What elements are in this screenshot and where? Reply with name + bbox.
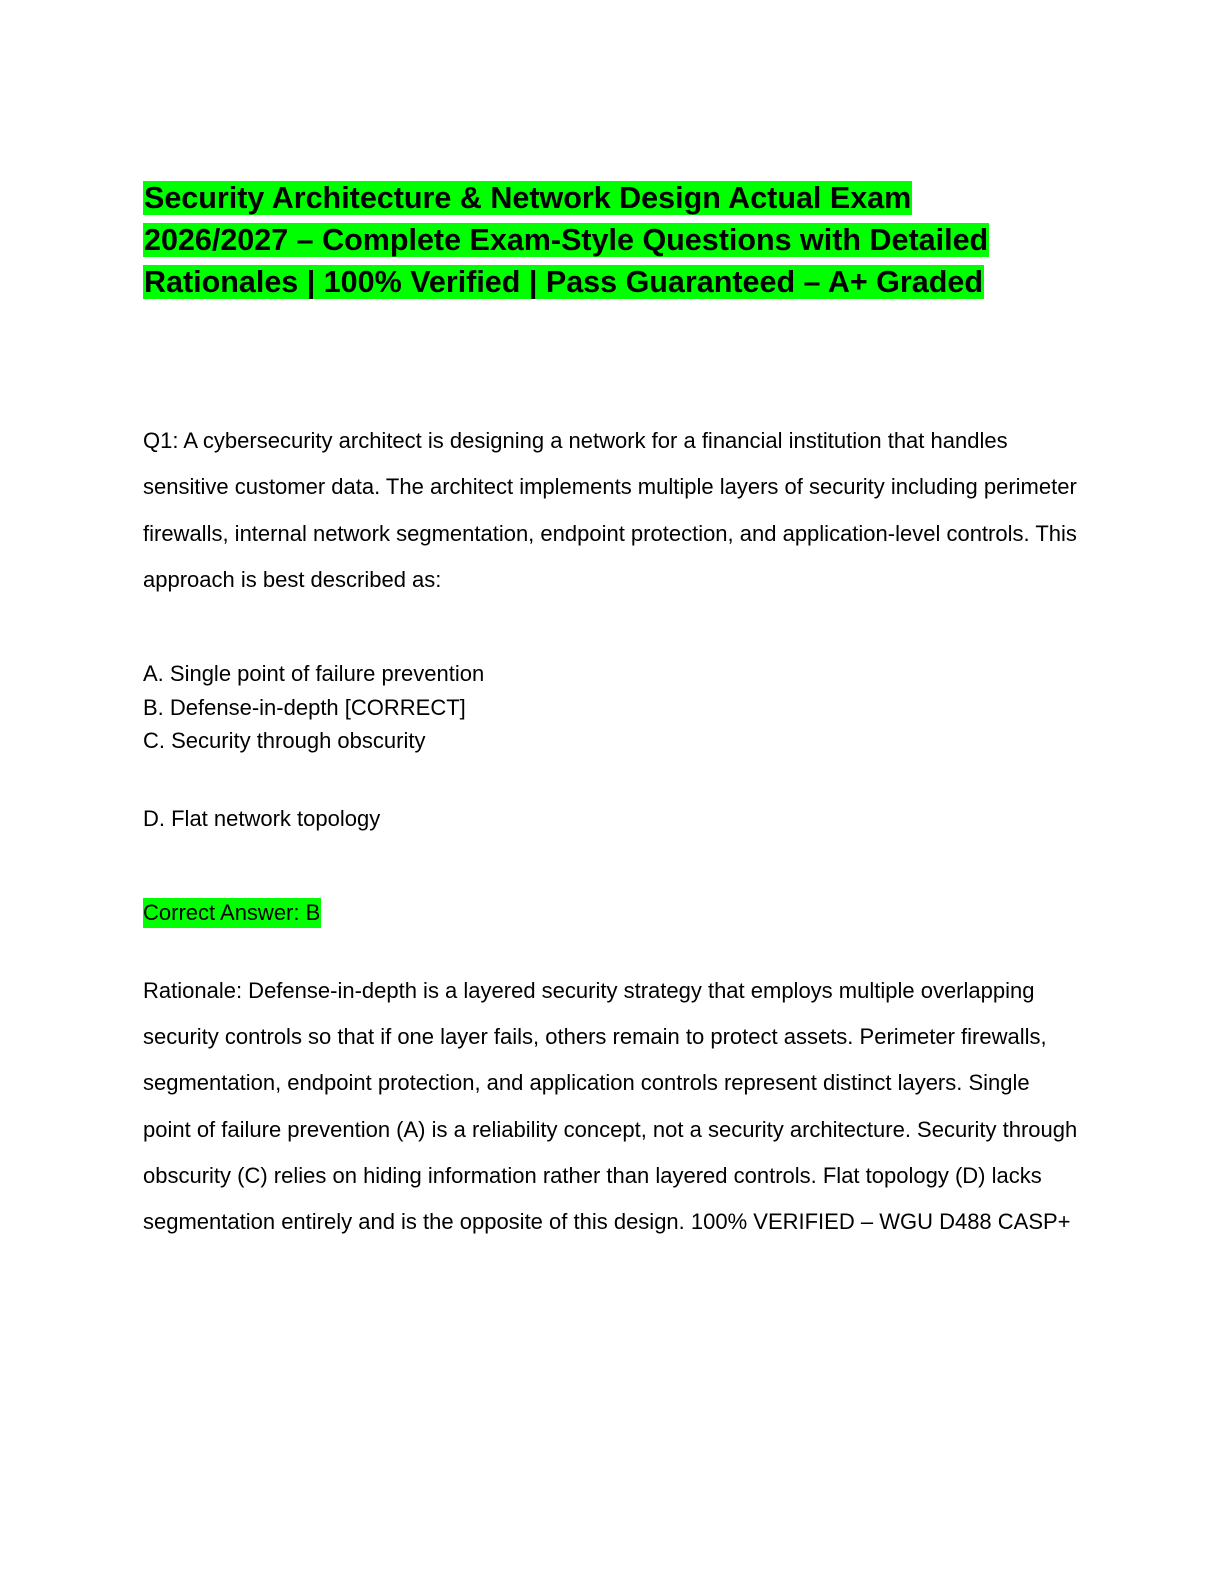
document-title bbox=[143, 177, 1043, 303]
rationale-text: Rationale: Defense-in-depth is a layered security strategy that employs multiple overlapping security controls so that if one layer fails, others remain to protect assets. Perimeter firewalls, segmentation, endpoint protection, and application controls represent distinct layers. Single point of failure prevention (A) is a reliability concept, not a security architecture. Security through obscurity (C) relies on hiding information rather than layered controls. Flat topology (D) lacks segmentation entirely and is the opposite of this design. 100% VERIFIED – WGU D488 CASP+ bbox=[143, 978, 1078, 1235]
title-highlight: Security Architecture & Network Design Actual Exam 2026/2027 – Complete Exam-Style Questions with Detailed Rationales | 100% Verified | Pass Guaranteed – A+ Graded bbox=[144, 181, 989, 299]
correct-answer-highlight: Correct Answer: B bbox=[143, 898, 321, 928]
question-text: Q1: A cybersecurity architect is designing a network for a financial institution that handles sensitive customer data. The architect implements multiple layers of security including perimeter firewalls, internal network segmentation, endpoint protection, and application-level controls. This approach is best described as: bbox=[143, 428, 1077, 592]
option-d: D. Flat network topology bbox=[143, 806, 381, 831]
answer-options bbox=[143, 657, 484, 758]
option-b: B. Defense-in-depth [CORRECT] bbox=[143, 694, 466, 720]
option-a: A. Single point of failure prevention bbox=[143, 661, 485, 686]
correct-answer bbox=[143, 896, 321, 929]
option-c: C. Security through obscurity bbox=[143, 728, 426, 753]
